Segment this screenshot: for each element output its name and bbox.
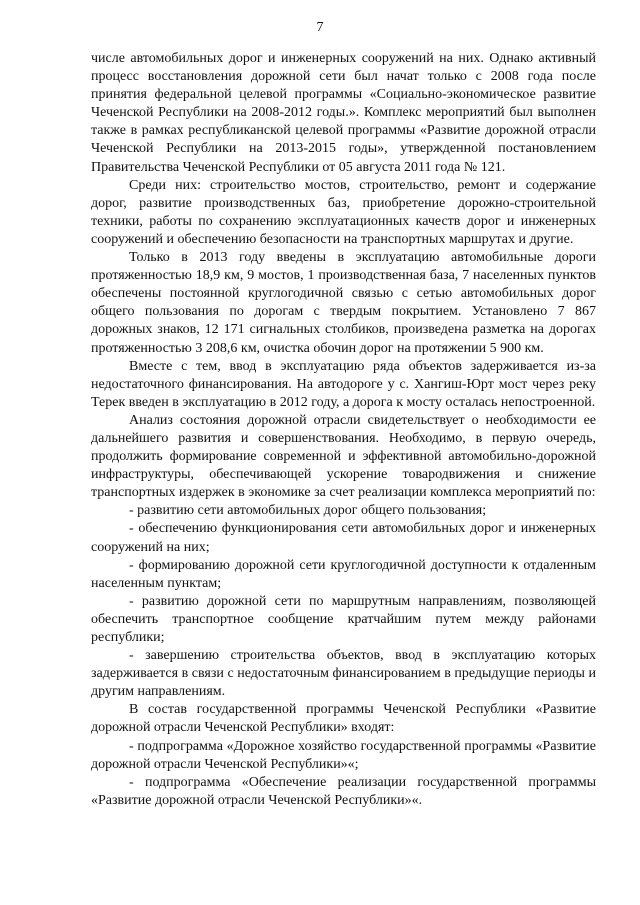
- paragraph-works: Среди них: строительство мостов, строительство, ремонт и содержание дорог, развитие производственных баз, приобретение дорожно-строительной техники, работы по сохранению эксплуатационных качеств дорог и инженерных сооружений и обеспечению безопасности на транспортных маршрутах и другие.: [91, 177, 596, 247]
- document-body: [91, 50, 596, 810]
- list-item: - развитию сети автомобильных дорог общего пользования;: [129, 503, 487, 519]
- paragraph-2013-results: Только в 2013 году введены в эксплуатацию автомобильные дороги протяженностью 18,9 км, 9 мостов, 1 производственная база, 7 населенных пунктов обеспечены постоянной круглогодичной связью с сетью автомобильных дорог общего пользования по дорогам с твердым покрытием. Установлено 7 867 дорожных знаков, 12 171 сигнальных столбиков, произведена разметка на дорогах протяженностью 3 208,6 км, очистка обочин дорог на протяжении 5 900 км.: [91, 250, 596, 356]
- paragraph-composition: В состав государственной программы Чеченской Республики «Развитие дорожной отрасли Чеченской Республики» входят:: [91, 702, 596, 736]
- subprogram-item: - подпрограмма «Дорожное хозяйство государственной программы «Развитие дорожной отрасли Чеченской Республики»«;: [91, 738, 596, 772]
- paragraph-analysis: Анализ состояния дорожной отрасли свидетельствует о необходимости ее дальнейшего развития и совершенствования. Необходимо, в первую очередь, продолжить формирование современной и эффективной автомобильно-дорожной инфраструктуры, обеспечивающей ускорение товародвижения и снижение транспортных издержек в экономике за счет реализации комплекса мероприятий по:: [91, 412, 596, 501]
- paragraph-financing: Вместе с тем, ввод в эксплуатацию ряда объектов задерживается из-за недостаточного финансирования. На автодороге у с. Хангиш-Юрт мост через реку Терек введен в эксплуатацию в 2012 году, а дорога к мосту осталась непостроенной.: [91, 358, 596, 410]
- list-item: - завершению строительства объектов, ввод в эксплуатацию которых задерживается в связи с недостаточным финансированием в предыдущие периоды и другим направлениям.: [91, 648, 596, 700]
- list-item: - формированию дорожной сети круглогодичной доступности к отдаленным населенным пунктам;: [91, 557, 596, 591]
- list-item: - развитию дорожной сети по маршрутным направлениям, позволяющей обеспечить транспортное сообщение кратчайшим путем между районами республики;: [91, 593, 596, 645]
- page-number: 7: [316, 20, 324, 35]
- paragraph-continuation: числе автомобильных дорог и инженерных сооружений на них. Однако активный процесс восстановления дорожной сети был начат только с 2008 года после принятия федеральной целевой программы «Социально-экономическое развитие Чеченской Республики на 2008-2012 годы.». Комплекс мероприятий был выполнен также в рамках республиканской целевой программы «Развитие дорожной отрасли Чеченской Республики на 2013-2015 годы», утвержденной постановлением Правительства Чеченской Республики от 05 августа 2011 года № 121.: [91, 51, 596, 175]
- list-item: - обеспечению функционирования сети автомобильных дорог и инженерных сооружений на них;: [91, 521, 596, 555]
- subprogram-item: - подпрограмма «Обеспечение реализации государственной программы «Развитие дорожной отрасли Чеченской Республики»«.: [91, 774, 596, 808]
